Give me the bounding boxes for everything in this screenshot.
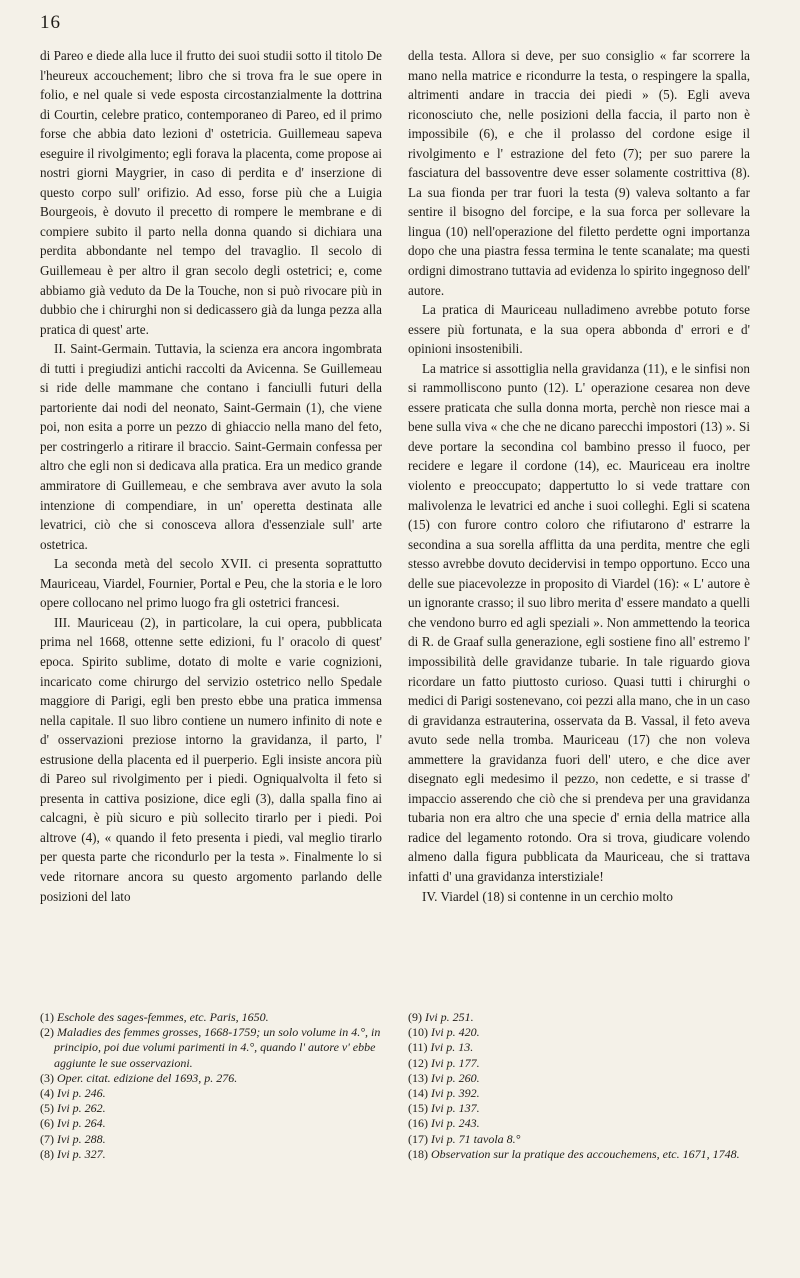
footnote: [408, 1086, 750, 1101]
footnote-number: (15): [408, 1101, 428, 1116]
footnote: [408, 1116, 750, 1131]
footnote: [40, 1086, 382, 1101]
footnote: [408, 1056, 750, 1071]
footnote-number: (2): [40, 1025, 54, 1040]
left-text-column: [40, 46, 382, 906]
footnote-text: Ivi p. 262.: [57, 1101, 106, 1116]
left-paragraph-4: III. Mauriceau (2), in particolare, la cui opera, pubblicata prima nel 1668, ottenne sette edizioni, fu l' oracolo di quest' epoca. Spirito sublime, dotato di molte e varie cognizioni, incaricato come chirurgo del servizio ostetrico nello Spedale maggiore di Parigi, egli ben presto ebbe una pratica immensa nella capitale. Il suo libro contiene un numero infinito di note e d' osservazioni preziose intorno la gravidanza, il parto, l' estrusione della placenta ed il puerperio. Egli insiste ancora più di Pareo sul rivolgimento per i piedi. Ogniqualvolta il feto si presenta in cattiva posizione, dice egli (3), dalla spalla fino ai calcagni, è più sicuro e più sollecito tirarlo per i piedi. Poi altrove (4), « quando il feto presenta i piedi, val meglio tirarlo per questa parte che ricondurlo per la testa ». Finalmente lo si vede ritornare ancora su questo argomento parlando delle posizioni del lato: [40, 614, 382, 904]
footnote-text: Ivi p. 137.: [431, 1101, 480, 1116]
footnote: [408, 1147, 750, 1162]
right-paragraph-4: IV. Viardel (18) si contenne in un cerchio molto: [422, 888, 673, 904]
footnote: [408, 1071, 750, 1086]
footnote-text: Ivi p. 288.: [57, 1131, 106, 1146]
footnote-number: (8): [40, 1146, 54, 1161]
footnote-text: Ivi p. 392.: [431, 1086, 480, 1101]
footnote: [40, 1132, 382, 1147]
page-number: 16: [40, 12, 61, 33]
footnote-text: Ivi p. 177.: [431, 1055, 480, 1070]
left-paragraph-3: La seconda metà del secolo XVII. ci presenta soprattutto Mauriceau, Viardel, Fournier, Portal e Peu, che la storia e le loro opere collocano nel primo luogo fra gli ostetrici francesi.: [40, 556, 382, 611]
footnote: [408, 1101, 750, 1116]
footnote-text: Ivi p. 71 tavola 8.°: [431, 1131, 521, 1146]
footnote-number: (6): [40, 1116, 54, 1131]
footnote-text: Oper. citat. edizione del 1693, p. 276.: [57, 1070, 238, 1085]
footnote-text: Ivi p. 243.: [431, 1116, 480, 1131]
footnote: [40, 1025, 382, 1071]
footnote-text: Ivi p. 13.: [430, 1040, 474, 1055]
footnote-number: (3): [40, 1070, 54, 1085]
footnote-number: (12): [408, 1055, 428, 1070]
right-paragraph-2: La pratica di Mauriceau nulladimeno avrebbe potuto forse essere più fortunata, e la sua opera abbonda d' errori e d' opinioni insostenibili.: [408, 302, 750, 357]
footnote: [408, 1010, 750, 1025]
footnote-text: Ivi p. 251.: [425, 1010, 474, 1024]
footnote: [40, 1101, 382, 1116]
footnote-number: (16): [408, 1116, 428, 1131]
left-paragraph-1: di Pareo e diede alla luce il frutto dei suoi studii sotto il titolo De l'heureux accouchement; libro che si trova fra le sue opere in folio, e nel quale si vede esposta circostanzialmente la dottrina di Courtin, celebre pratico, contemporaneo di Pareo, ed il primo forse che abbia dato lezioni d' ostetricia. Guillemeau sapeva eseguire il rivolgimento; egli forava la placenta, come propose ai nostri giorni Maygrier, in caso di perdita e d' inserzione di questo corpo sull' orifizio. Ad esso, forse più che a Luigia Bourgeois, è dovuto il precetto di rompere le membrane e di compiere subito il parto nella donna quando si dichiara una perdita abbondante nel tempo del travaglio. Il secolo di Guillemeau è per altro il gran secolo degli ostetrici; e, come abbiamo già veduto da De la Touche, non si può rivocare più in dubbio che i chirurghi non si dedicassero già da lunga pezza alla pratica di quest' arte.: [40, 48, 382, 337]
footnote-number: (4): [40, 1086, 54, 1101]
footnote: [40, 1010, 382, 1025]
right-paragraph-3: La matrice si assottiglia nella gravidanza (11), e le sinfisi non si rammolliscono punto (12). L' operazione cesarea non deve essere praticata che sulla donna morta, perchè non riesce mai a bene sulla viva « che che ne dicano parecchi impostori (13) ». Si deve portare la secondina col bambino presso il fuoco, per recidere e legare il cordone (14), ec. Mauriceau era inoltre violento e preoccupato; dappertutto lo si vede trattare con malivolenza le levatrici ed anche i suoi colleghi. Egli si scatena (15) con furore contro coloro che rifiutarono d' estrarre la secondina a sua sorella afflitta da una perdita, mentre che egli stesso avrebbe dovuto decidervisi in tempo opportuno. Ecco una delle sue piacevolezze in proposito di Viardel (16): « L' autore è un ignorante crasso; il suo libro merita d' essere mandato a quelli che vendono burro ed agli speziali ». Non ammettendo la teorica di R. de Graaf sulla generazione, egli sostiene fino all' estremo l' impossibilità delle gravidanze tubarie. In tale riguardo giova ricordare un fatto piuttosto curioso. Quasi tutti i chirurghi o medici di Parigi sostenevano, coi pezzi alla mano, che in un caso di gravidanza estrauterina, osservata da B. Vassal, il feto aveva avuto sede nella tromba. Mauriceau (17) che non voleva ammettere la gravidanza fuori dell' utero, e che dice aver disegnato egli medesimo il pezzo, non cedette, e si trasse d' impaccio asserendo che ciò che si prendeva per una gravidanza tubaria non era altro che una specie d' ernia della matrice alla radice del legamento rotondo. Ora si trova, giudicare volendo almeno dalla figura pubblicata da Mauriceau, che si trattava infatti d' una gravidanza interstiziale!: [408, 360, 750, 884]
footnote-number: (1): [40, 1010, 54, 1024]
footnote-text: Observation sur la pratique des accouchemens, etc. 1671, 1748.: [431, 1146, 740, 1161]
right-text-column: [408, 46, 750, 906]
footnote-number: (5): [40, 1101, 54, 1116]
footnote-text: Ivi p. 246.: [57, 1086, 106, 1101]
footnote-number: (18): [408, 1146, 428, 1161]
footnote-number: (17): [408, 1131, 428, 1146]
footnote-number: (14): [408, 1086, 428, 1101]
footnote: [408, 1025, 750, 1040]
footnote-number: (7): [40, 1131, 54, 1146]
footnotes-left: [40, 1010, 382, 1162]
footnote-number: (13): [408, 1070, 428, 1085]
footnote: [40, 1116, 382, 1131]
footnote: [408, 1040, 750, 1055]
footnote-text: Ivi p. 327.: [57, 1146, 106, 1161]
footnote-text: Ivi p. 264.: [57, 1116, 106, 1131]
footnote-number: (9): [408, 1010, 422, 1024]
footnotes-right: [408, 1010, 750, 1162]
footnote-number: (10): [408, 1025, 428, 1040]
footnote: [40, 1071, 382, 1086]
footnote: [408, 1132, 750, 1147]
footnote: [40, 1147, 382, 1162]
footnote-number: (11): [408, 1040, 428, 1055]
footnote-text: Ivi p. 260.: [431, 1070, 480, 1085]
footnote-text: Ivi p. 420.: [431, 1025, 480, 1040]
footnote-text: Eschole des sages-femmes, etc. Paris, 1650.: [57, 1010, 269, 1024]
footnote-text: Maladies des femmes grosses, 1668-1759; un solo volume in 4.°, in principio, poi due volumi parimenti in 4.°, quando l' autore v' ebbe aggiunte le sue osservazioni.: [54, 1025, 381, 1070]
right-paragraph-1: della testa. Allora si deve, per suo consiglio « far scorrere la mano nella matrice e ricondurre la testa, o respingere la spalla, altrimenti andare in traccia dei piedi » (5). Egli aveva riconosciuto che, nelle posizioni della faccia, il parto non è impossibile (6), e che il prolasso del cordone esige il rivolgimento e l' estrazione del feto (7); per suo parere la fasciatura del bassoventre deve esser solamente costrittiva (8). La sua fionda per trar fuori la testa (9) valeva soltanto a far sentire il bisogno del forcipe, e la sua forca per sollevare la lingua (10) nell'operazione del filetto perdette ogni importanza dopo che una piastra fessa termina le tente scanalate; ma questi ordigni dimostrano tuttavia ad evidenza lo spirito ingegnoso dell' autore.: [408, 48, 750, 298]
left-paragraph-2: II. Saint-Germain. Tuttavia, la scienza era ancora ingombrata di tutti i pregiudizi antichi raccolti da Avicenna. Se Guillemeau si ride delle mammane che contano i fanciulli futuri della partoriente dai nodi del neonato, Saint-Germain (1), che viene poi, non esita a porre un pezzo di ghiaccio nella mano del feto, per costringerlo a ritirare il braccio. Saint-Germain confessa per altro che egli non si dedicava alla pratica. Era un medico grande ammiratore di Guillemeau, e che sembrava aver avuto la sola intenzione di compendiare, in un' operetta destinata alle levatrici, ciò che si conosceva allora d'essenziale sull' arte ostetrica.: [40, 341, 382, 552]
